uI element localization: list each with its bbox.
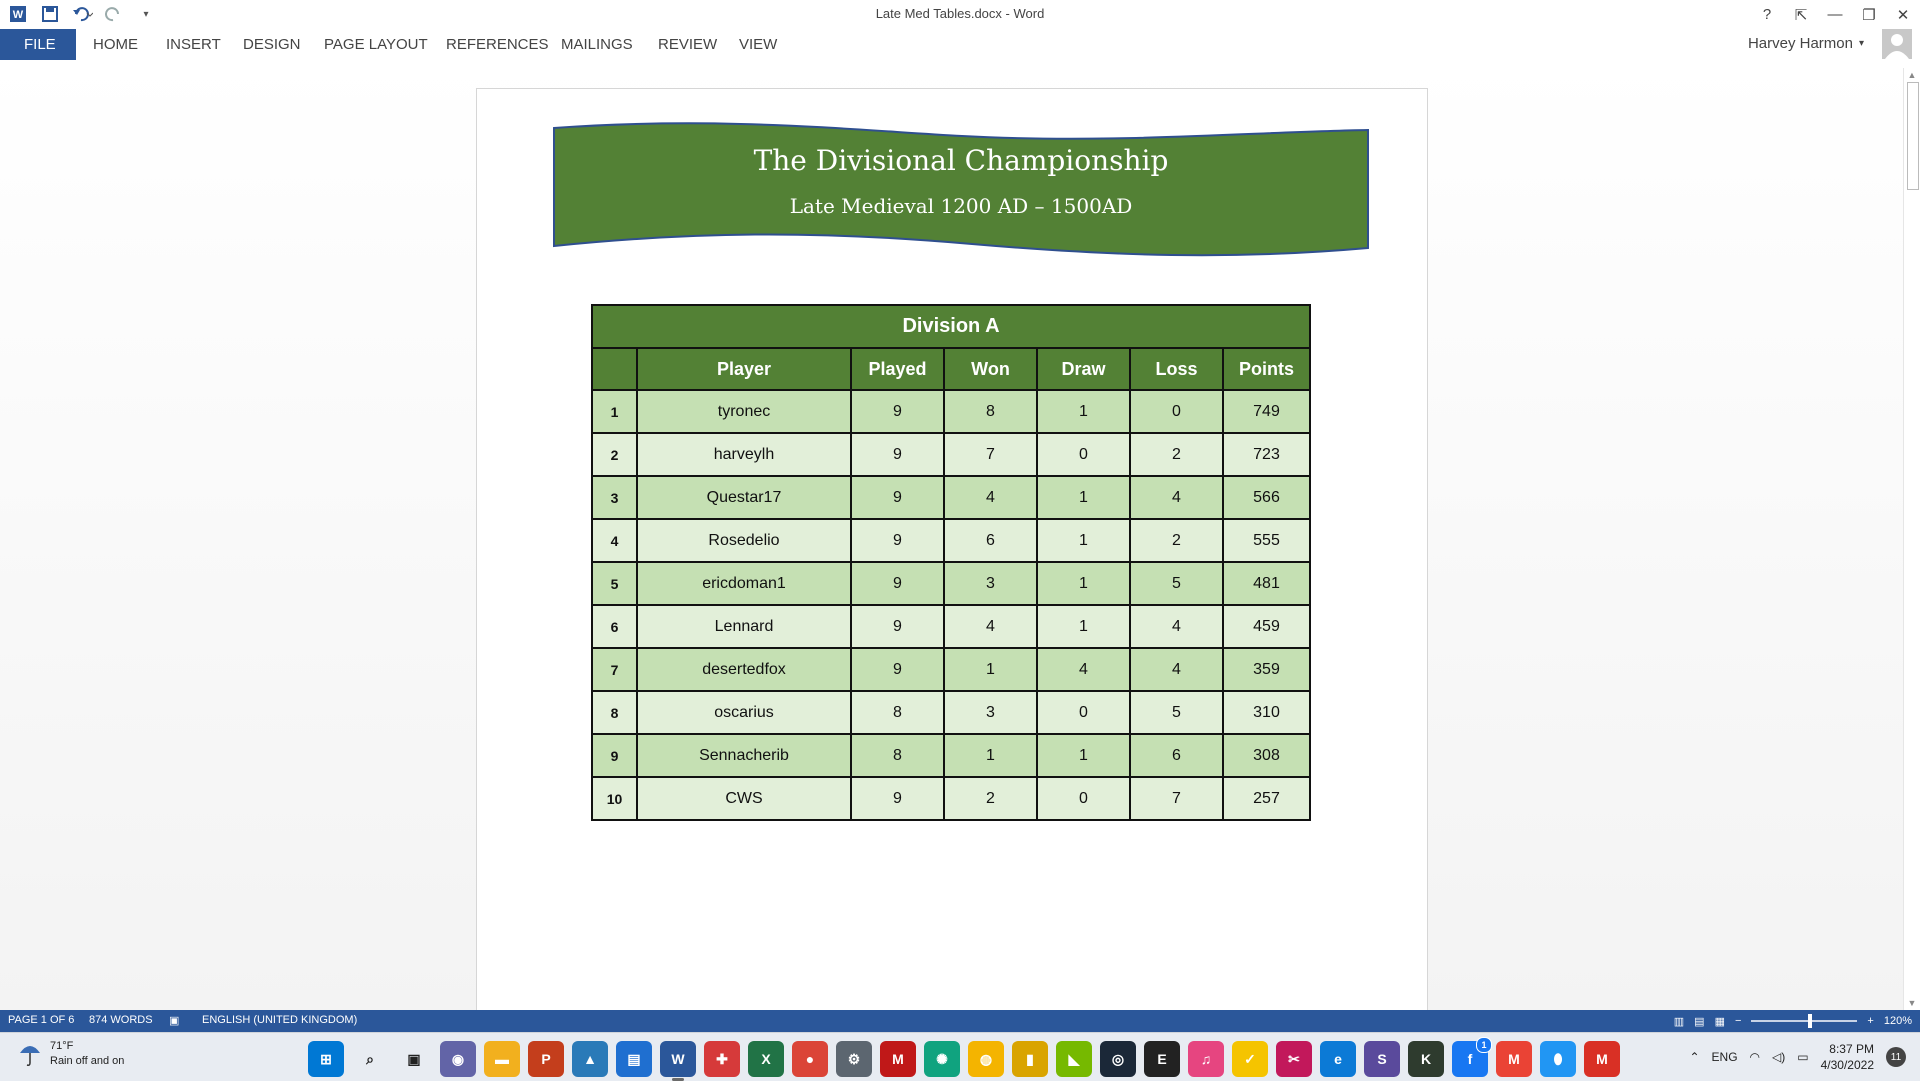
zoom-slider-thumb[interactable]	[1808, 1014, 1812, 1028]
draw-cell[interactable]: 0	[1037, 691, 1130, 734]
draw-cell[interactable]: 1	[1037, 734, 1130, 777]
header-draw: Draw	[1037, 348, 1130, 390]
scroll-up-icon[interactable]: ▲	[1907, 70, 1917, 80]
header-rank	[592, 348, 637, 390]
scrollbar-thumb[interactable]	[1907, 82, 1919, 190]
k-app-icon[interactable]: K	[1408, 1041, 1444, 1077]
points-cell[interactable]: 749	[1223, 390, 1310, 433]
table-row	[592, 519, 1310, 562]
gmail-icon[interactable]: M	[1496, 1041, 1532, 1077]
tab-page-layout[interactable]: PAGE LAYOUT	[324, 36, 428, 53]
file-explorer-icon[interactable]: ▬	[484, 1041, 520, 1077]
won-cell[interactable]: 3	[944, 691, 1037, 734]
player-cell[interactable]: Sennacherib	[637, 734, 851, 777]
tab-design[interactable]: DESIGN	[243, 36, 301, 53]
player-cell[interactable]: Questar17	[637, 476, 851, 519]
word-count[interactable]: 874 WORDS	[89, 1014, 153, 1026]
status-bar	[0, 1010, 1920, 1032]
steam-icon[interactable]: ◎	[1100, 1041, 1136, 1077]
edge-icon[interactable]: e	[1320, 1041, 1356, 1077]
system-tray	[1689, 1033, 1906, 1081]
volume-icon[interactable]: ◁)	[1772, 1050, 1786, 1064]
played-cell[interactable]: 9	[851, 390, 944, 433]
points-cell[interactable]: 723	[1223, 433, 1310, 476]
teams-chat-icon[interactable]: ◉	[440, 1041, 476, 1077]
points-cell[interactable]: 359	[1223, 648, 1310, 691]
division-table	[591, 304, 1311, 821]
player-cell[interactable]: harveylh	[637, 433, 851, 476]
window-controls	[1750, 0, 1920, 29]
loss-cell[interactable]: 7	[1130, 777, 1223, 820]
rank-cell[interactable]: 10	[592, 777, 637, 820]
rank-cell[interactable]: 7	[592, 648, 637, 691]
facebook-notification-badge: 1	[1476, 1037, 1492, 1053]
table-row	[592, 390, 1310, 433]
loss-cell[interactable]: 4	[1130, 648, 1223, 691]
points-cell[interactable]: 459	[1223, 605, 1310, 648]
chrome-icon[interactable]: ●	[792, 1041, 828, 1077]
tab-review[interactable]: REVIEW	[658, 36, 718, 53]
points-cell[interactable]: 555	[1223, 519, 1310, 562]
loss-cell[interactable]: 0	[1130, 390, 1223, 433]
header-loss: Loss	[1130, 348, 1223, 390]
avatar[interactable]	[1882, 29, 1912, 59]
print-layout-icon[interactable]: ▤	[1694, 1015, 1705, 1028]
points-cell[interactable]: 481	[1223, 562, 1310, 605]
clock-time: 8:37 PM	[1829, 1042, 1874, 1056]
points-cell[interactable]: 566	[1223, 476, 1310, 519]
clock-date: 4/30/2022	[1820, 1058, 1874, 1072]
windows-start-icon[interactable]: ⊞	[308, 1041, 344, 1077]
rank-cell[interactable]: 2	[592, 433, 637, 476]
played-cell[interactable]: 8	[851, 691, 944, 734]
user-account[interactable]	[1748, 35, 1864, 52]
rank-cell[interactable]: 8	[592, 691, 637, 734]
won-cell[interactable]: 3	[944, 562, 1037, 605]
scroll-down-icon[interactable]: ▼	[1907, 998, 1917, 1008]
table-row	[592, 605, 1310, 648]
settings-icon[interactable]: ⚙	[836, 1041, 872, 1077]
rank-cell[interactable]: 9	[592, 734, 637, 777]
table-body	[592, 390, 1310, 820]
table-row	[592, 777, 1310, 820]
taskbar	[0, 1032, 1920, 1081]
taskbar-apps	[308, 1041, 1620, 1077]
zoom-out-icon[interactable]: −	[1734, 1015, 1742, 1027]
clock[interactable]	[1821, 1041, 1874, 1073]
vertical-scrollbar[interactable]	[1903, 68, 1920, 1010]
openai-icon[interactable]: ✺	[924, 1041, 960, 1077]
won-cell[interactable]: 8	[944, 390, 1037, 433]
zoom-slider[interactable]	[1751, 1020, 1857, 1022]
paint-icon[interactable]: ◍	[968, 1041, 1004, 1077]
draw-cell[interactable]: 0	[1037, 777, 1130, 820]
header-points: Points	[1223, 348, 1310, 390]
excel-icon[interactable]: X	[748, 1041, 784, 1077]
header-played: Played	[851, 348, 944, 390]
won-cell[interactable]: 4	[944, 605, 1037, 648]
draw-cell[interactable]: 1	[1037, 390, 1130, 433]
user-name: Harvey Harmon	[1747, 35, 1853, 52]
player-cell[interactable]: tyronec	[637, 390, 851, 433]
won-cell[interactable]: 4	[944, 476, 1037, 519]
tab-view[interactable]: VIEW	[739, 36, 778, 53]
weather-widget[interactable]	[18, 1039, 124, 1069]
loss-cell[interactable]: 2	[1130, 433, 1223, 476]
draw-cell[interactable]: 4	[1037, 648, 1130, 691]
photos-icon[interactable]: ▲	[572, 1041, 608, 1077]
input-language[interactable]: ENG	[1711, 1050, 1738, 1064]
won-cell[interactable]: 1	[944, 648, 1037, 691]
points-cell[interactable]: 308	[1223, 734, 1310, 777]
loss-cell[interactable]: 4	[1130, 476, 1223, 519]
snipping-tool-icon[interactable]: ✂	[1276, 1041, 1312, 1077]
table-header-row	[592, 348, 1310, 390]
won-cell[interactable]: 2	[944, 777, 1037, 820]
rank-cell[interactable]: 4	[592, 519, 637, 562]
player-cell[interactable]: ericdoman1	[637, 562, 851, 605]
banner-title: The Divisional Championship	[753, 144, 1169, 177]
player-cell[interactable]: oscarius	[637, 691, 851, 734]
played-cell[interactable]: 9	[851, 519, 944, 562]
umbrella-icon	[18, 1041, 42, 1067]
mcafee-icon[interactable]: M	[880, 1041, 916, 1077]
wave-banner-shape	[552, 120, 1370, 260]
store-icon[interactable]: ▤	[616, 1041, 652, 1077]
division-title: Division A	[592, 305, 1310, 348]
player-cell[interactable]: CWS	[637, 777, 851, 820]
proofing-icon[interactable]: ▣	[169, 1015, 180, 1027]
header-won: Won	[944, 348, 1037, 390]
played-cell[interactable]: 9	[851, 476, 944, 519]
tab-references[interactable]: REFERENCES	[446, 36, 549, 53]
page-count[interactable]: PAGE 1 OF 6	[8, 1014, 75, 1026]
player-cell[interactable]: desertedfox	[637, 648, 851, 691]
table-row	[592, 476, 1310, 519]
notepad-icon[interactable]: ▮	[1012, 1041, 1048, 1077]
wifi-icon[interactable]: ◠	[1749, 1050, 1761, 1064]
draw-cell[interactable]: 1	[1037, 476, 1130, 519]
powerpoint-icon[interactable]: P	[528, 1041, 564, 1077]
battery-icon[interactable]: ▭	[1797, 1050, 1809, 1064]
minimize-icon[interactable]: —	[1827, 6, 1843, 23]
read-mode-icon[interactable]: ▥	[1673, 1015, 1685, 1028]
help-icon[interactable]: ?	[1762, 6, 1772, 23]
played-cell[interactable]: 9	[851, 605, 944, 648]
itunes-icon[interactable]: ♫	[1188, 1041, 1224, 1077]
norton-icon[interactable]: ✓	[1232, 1041, 1268, 1077]
word-icon[interactable]: W	[660, 1041, 696, 1077]
tab-file[interactable]: FILE	[0, 29, 76, 60]
points-cell[interactable]: 257	[1223, 777, 1310, 820]
table-row	[592, 691, 1310, 734]
draw-cell[interactable]: 1	[1037, 605, 1130, 648]
header-player: Player	[637, 348, 851, 390]
played-cell[interactable]: 8	[851, 734, 944, 777]
won-cell[interactable]: 1	[944, 734, 1037, 777]
played-cell[interactable]: 9	[851, 648, 944, 691]
chevron-down-icon: ▾	[1858, 38, 1864, 49]
played-cell[interactable]: 9	[851, 433, 944, 476]
task-view-icon[interactable]: ▣	[396, 1041, 432, 1077]
player-cell[interactable]: Lennard	[637, 605, 851, 648]
player-cell[interactable]: Rosedelio	[637, 519, 851, 562]
tab-insert[interactable]: INSERT	[166, 36, 221, 53]
rank-cell[interactable]: 3	[592, 476, 637, 519]
maps-pin-icon[interactable]: ⬮	[1540, 1041, 1576, 1077]
zoom-level[interactable]: 120%	[1883, 1015, 1912, 1027]
won-cell[interactable]: 7	[944, 433, 1037, 476]
gmail-alt-icon[interactable]: M	[1584, 1041, 1620, 1077]
weather-temperature: 71°F	[50, 1040, 74, 1052]
gift-icon[interactable]: ✚	[704, 1041, 740, 1077]
web-layout-icon[interactable]: ▦	[1714, 1015, 1725, 1028]
draw-cell[interactable]: 0	[1037, 433, 1130, 476]
facebook-icon[interactable]: f 1	[1452, 1041, 1488, 1077]
rank-cell[interactable]: 6	[592, 605, 637, 648]
loss-cell[interactable]: 4	[1130, 605, 1223, 648]
table-row	[592, 433, 1310, 476]
notification-badge[interactable]: 11	[1886, 1047, 1906, 1067]
loss-cell[interactable]: 6	[1130, 734, 1223, 777]
loss-cell[interactable]: 5	[1130, 691, 1223, 734]
s-app-icon[interactable]: S	[1364, 1041, 1400, 1077]
document-title: Late Med Tables.docx - Word	[875, 6, 1045, 21]
ribbon-tabs	[0, 29, 1920, 60]
nvidia-icon[interactable]: ◣	[1056, 1041, 1092, 1077]
rank-cell[interactable]: 1	[592, 390, 637, 433]
search-icon[interactable]: ⌕	[352, 1041, 388, 1077]
points-cell[interactable]: 310	[1223, 691, 1310, 734]
language-indicator[interactable]: ENGLISH (UNITED KINGDOM)	[202, 1014, 358, 1026]
played-cell[interactable]: 9	[851, 777, 944, 820]
table-row	[592, 734, 1310, 777]
table-row	[592, 562, 1310, 605]
epic-games-icon[interactable]: E	[1144, 1041, 1180, 1077]
title-bar	[0, 0, 1920, 29]
banner-subtitle: Late Medieval 1200 AD – 1500AD	[789, 194, 1133, 218]
draw-cell[interactable]: 1	[1037, 562, 1130, 605]
loss-cell[interactable]: 2	[1130, 519, 1223, 562]
zoom-in-icon[interactable]: +	[1867, 1015, 1874, 1027]
customize-qat-icon[interactable]: ▾	[143, 8, 149, 20]
view-and-zoom-controls	[1674, 1010, 1920, 1032]
table-row	[592, 648, 1310, 691]
tab-mailings[interactable]: MAILINGS	[561, 36, 633, 53]
svg-text:W: W	[12, 9, 24, 21]
restore-icon[interactable]: ❐	[1862, 6, 1876, 24]
draw-cell[interactable]: 1	[1037, 519, 1130, 562]
played-cell[interactable]: 9	[851, 562, 944, 605]
chevron-up-icon[interactable]: ⌃	[1689, 1050, 1700, 1064]
rank-cell[interactable]: 5	[592, 562, 637, 605]
title-banner	[552, 120, 1370, 260]
weather-condition: Rain off and on	[50, 1055, 125, 1067]
won-cell[interactable]: 6	[944, 519, 1037, 562]
close-icon[interactable]: ✕	[1896, 6, 1910, 24]
ribbon-display-options-icon[interactable]: ⇱	[1794, 6, 1808, 24]
loss-cell[interactable]: 5	[1130, 562, 1223, 605]
tab-home[interactable]: HOME	[93, 36, 138, 53]
